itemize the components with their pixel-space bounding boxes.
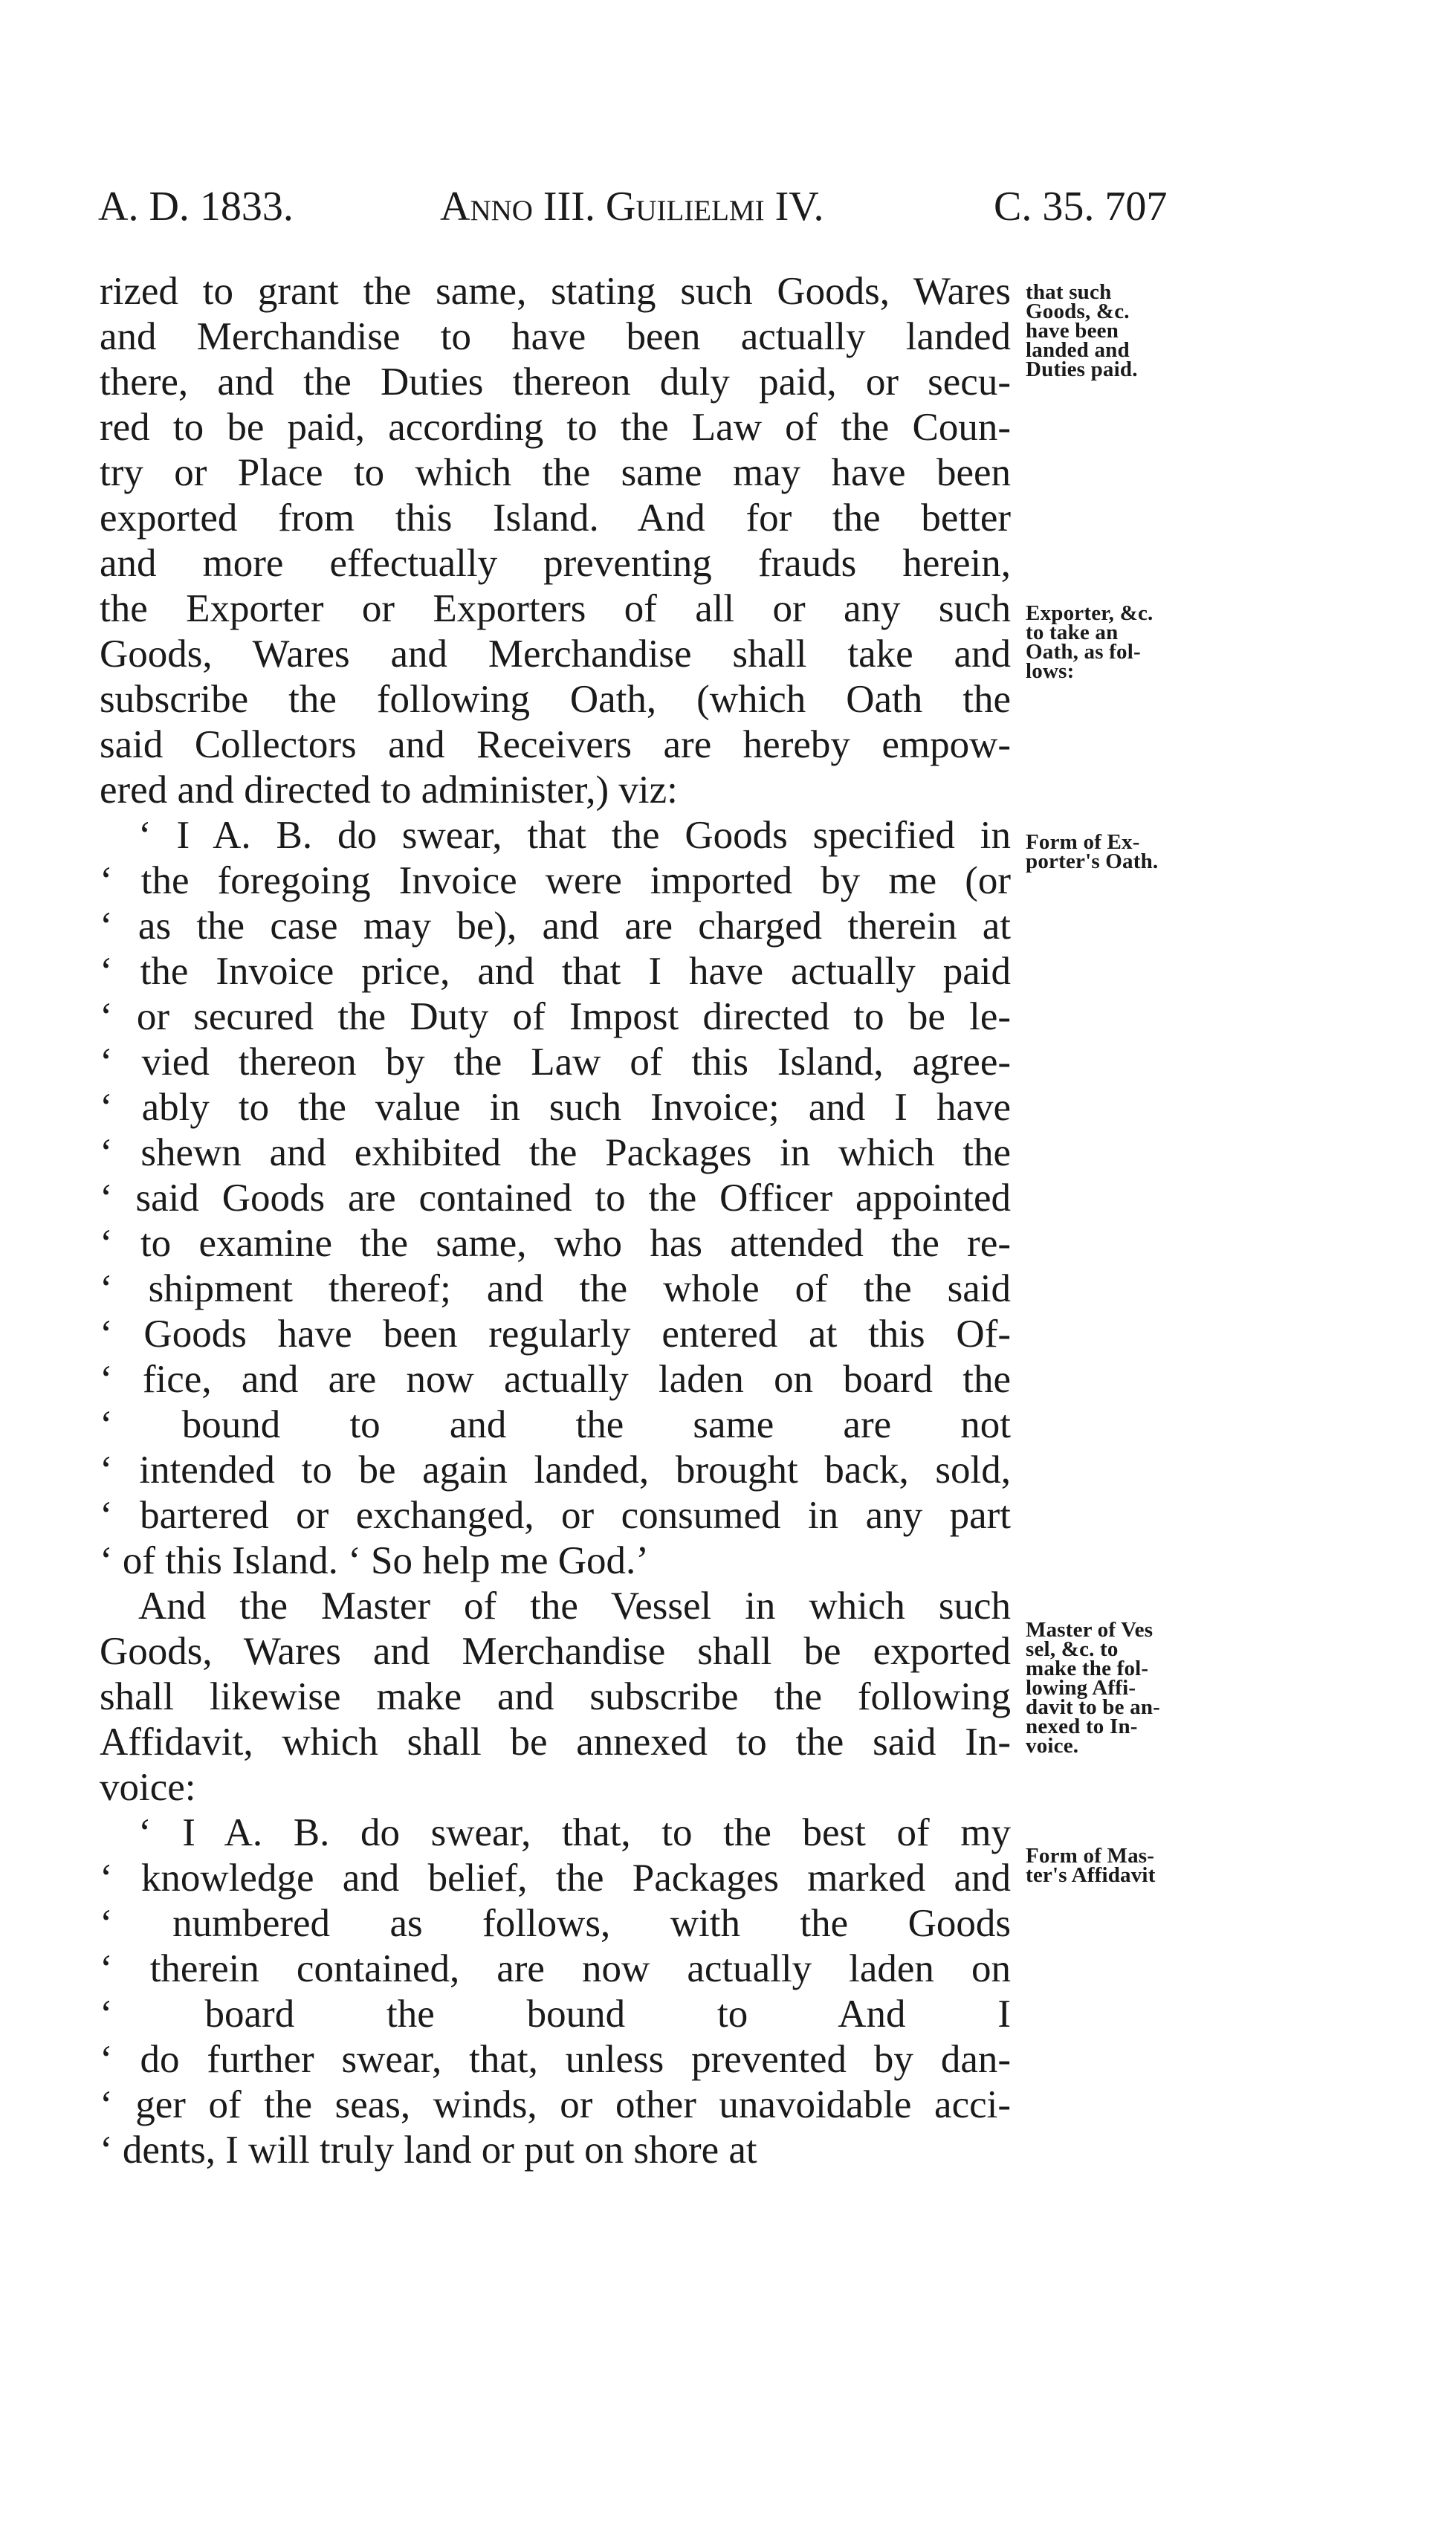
text-line: ‘ numbered as follows, with the Goods	[100, 1902, 1011, 1945]
text-line: the Exporter or Exporters of all or any such	[100, 587, 1011, 630]
text-line: ‘ do further swear, that, unless prevented by dan-	[100, 2038, 1011, 2081]
text-line: ‘ said Goods are contained to the Officer appointed	[100, 1176, 1011, 1220]
text-line: there, and the Duties thereon duly paid, or secu-	[100, 360, 1011, 404]
sidenote-form-masters-affidavit: Form of Mas- ter's Affidavit	[1026, 1844, 1156, 1887]
text-line: ‘ dents, I will truly land or put on shore at	[100, 2129, 757, 2172]
text-line: ‘ shewn and exhibited the Packages in which the	[100, 1131, 1011, 1174]
text-line: ered and directed to administer,) viz:	[100, 768, 678, 812]
text-line: rized to grant the same, stating such Goods, Wares	[100, 270, 1011, 313]
body-text	[100, 269, 1011, 2173]
text-line: ‘ to examine the same, who has attended the re-	[100, 1222, 1011, 1265]
text-line: voice:	[100, 1766, 196, 1809]
text-line: ‘ Goods have been regularly entered at this Of-	[100, 1313, 1011, 1356]
header-regnal-year: Anno III. Guilielmi IV.	[440, 184, 824, 230]
text-line: ‘ bound to and the same are not	[100, 1403, 1011, 1446]
text-line: ‘ intended to be again landed, brought back, sold,	[100, 1449, 1011, 1492]
text-line: ‘ or secured the Duty of Impost directed to be le-	[100, 995, 1011, 1038]
text-line: said Collectors and Receivers are hereby empow-	[100, 723, 1011, 766]
text-line: And the Master of the Vessel in which such	[138, 1585, 1011, 1628]
text-line: ‘ fice, and are now actually laden on board the	[100, 1358, 1011, 1401]
text-line: subscribe the following Oath, (which Oath the	[100, 678, 1011, 721]
text-line: ‘ shipment thereof; and the whole of the said	[100, 1267, 1011, 1310]
text-line: ‘ ably to the value in such Invoice; and I have	[100, 1086, 1011, 1129]
text-line: Affidavit, which shall be annexed to the said In-	[100, 1721, 1011, 1764]
text-line: ‘ I A. B. do swear, that the Goods specified in	[138, 814, 1011, 857]
header-year: A. D. 1833.	[98, 184, 294, 230]
text-line: exported from this Island. And for the better	[100, 496, 1011, 540]
text-line: Goods, Wares and Merchandise shall take and	[100, 632, 1011, 676]
text-line: ‘ bartered or exchanged, or consumed in any part	[100, 1494, 1011, 1537]
text-line: Goods, Wares and Merchandise shall be exported	[100, 1630, 1011, 1673]
text-line: shall likewise make and subscribe the following	[100, 1675, 1011, 1718]
text-line: try or Place to which the same may have been	[100, 451, 1011, 494]
sidenote-goods-landed: that such Goods, &c. have been landed and Duties paid.	[1026, 280, 1138, 381]
sidenote-exporter-oath: Exporter, &c. to take an Oath, as fol- lows:	[1026, 601, 1154, 683]
text-line: ‘ of this Island. ‘ So help me God.’	[100, 1539, 649, 1582]
sidenote-form-exporters-oath: Form of Ex- porter's Oath.	[1026, 830, 1159, 873]
running-header	[98, 177, 1222, 236]
text-line: ‘ vied thereon by the Law of this Island, agree-	[100, 1040, 1011, 1084]
text-line: ‘ board the bound to And I	[100, 1993, 1011, 2036]
text-line: ‘ the Invoice price, and that I have actually paid	[100, 950, 1011, 993]
text-line: ‘ ger of the seas, winds, or other unavoidable acci-	[100, 2083, 1011, 2126]
text-line: and Merchandise to have been actually landed	[100, 315, 1011, 358]
header-chapter-page: C. 35. 707	[994, 184, 1168, 230]
sidenote-master-affidavit: Master of Ves sel, &c. to make the fol- lowing Affi- davit to be an- nexed to In- voice.	[1026, 1618, 1161, 1758]
text-line: and more effectually preventing frauds herein,	[100, 542, 1011, 585]
text-line: red to be paid, according to the Law of the Coun-	[100, 406, 1011, 449]
text-line: ‘ as the case may be), and are charged therein at	[100, 904, 1011, 948]
text-line: ‘ I A. B. do swear, that, to the best of my	[138, 1811, 1011, 1854]
text-line: ‘ the foregoing Invoice were imported by me (or	[100, 859, 1011, 902]
text-line: ‘ knowledge and belief, the Packages marked and	[100, 1857, 1011, 1900]
text-line: ‘ therein contained, are now actually laden on	[100, 1947, 1011, 1990]
